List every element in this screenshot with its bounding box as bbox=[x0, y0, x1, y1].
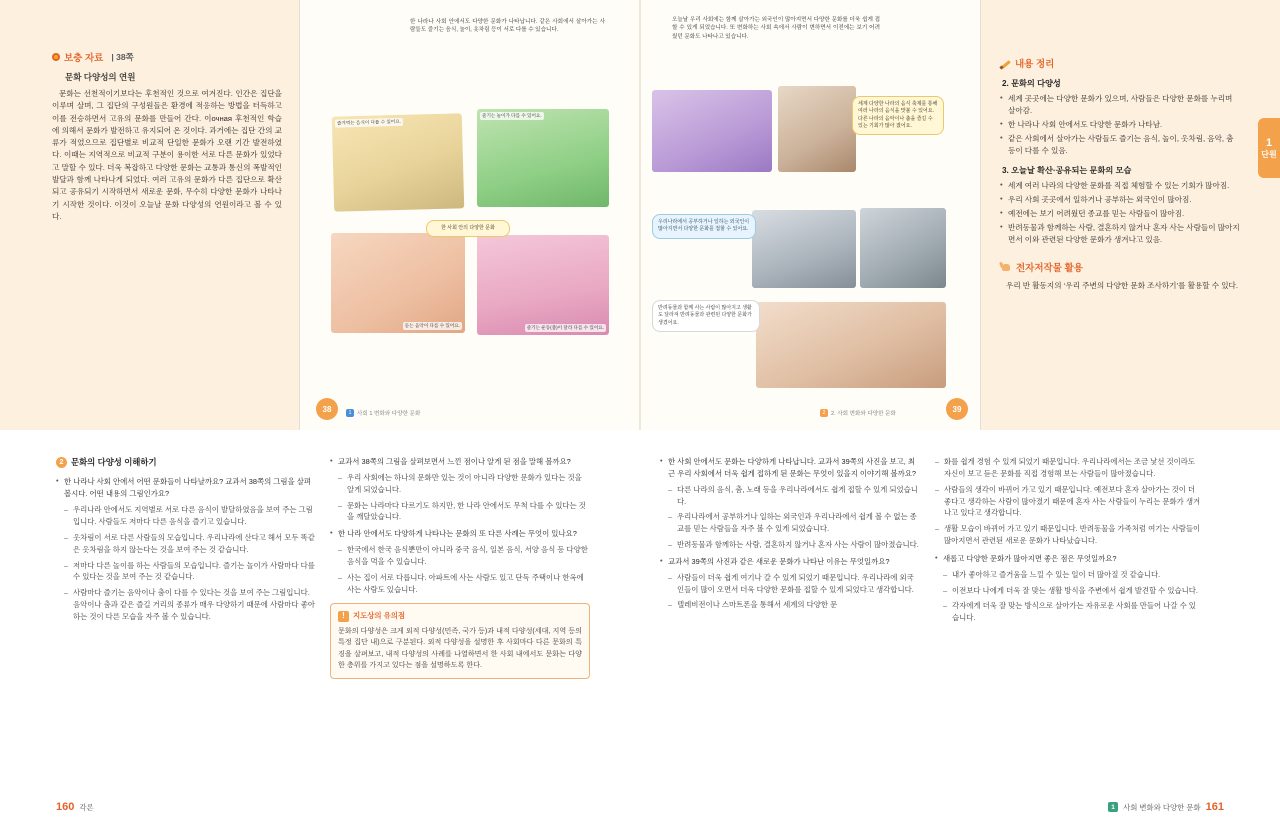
illustration-clothes bbox=[331, 233, 465, 333]
summary-panel bbox=[1000, 56, 1240, 292]
bubble-foreigners: 우리나라에서 공부하거나 일하는 외국인이 많아지면서 다양한 문화를 접할 수 있어요. bbox=[652, 214, 756, 239]
footer-left bbox=[346, 409, 420, 417]
answer-list bbox=[668, 484, 920, 551]
list-item: • 같은 사회에서 살아가는 사람들도 즐기는 음식, 놀이, 옷차림, 음악, 춤 등이 다를 수 있음. bbox=[1000, 133, 1240, 157]
folio-right bbox=[1108, 801, 1224, 813]
list-item bbox=[660, 456, 920, 551]
section-number-badge: 2 bbox=[56, 457, 67, 468]
resource-subtitle: 문화 다양성의 연원 bbox=[65, 72, 136, 82]
activity-title: 전자저작물 활용 bbox=[1016, 262, 1083, 274]
list-item: – 화를 쉽게 경험 수 있게 되었기 때문입니다. 우리나라에서는 조금 낯선 것이라도 자신이 보고 듣은 문화를 직접 경험해 보는 사람들이 많아졌습니다. bbox=[935, 456, 1203, 480]
illustration-food bbox=[332, 113, 464, 211]
unit-tab bbox=[1258, 118, 1280, 178]
question-text: 한 나라나 사회 안에서 어떤 문화들이 나타날까요? 교과서 38쪽의 그림을 살펴봅시다. 어떤 내용의 그림인가요? bbox=[64, 477, 312, 499]
guide-column-1 bbox=[56, 456, 316, 628]
activity-body: 우리 반 활동지의 ‘우리 주변의 다양한 문화 조사하기’를 활용할 수 있다. bbox=[1006, 280, 1238, 290]
list-item: – 우리 사회에는 하나의 문화만 있는 것이 아니라 다양한 문화가 있다는 것을 알게 되었습니다. bbox=[338, 472, 590, 496]
qa-list-4 bbox=[935, 553, 1203, 624]
list-item: – 사람마다 즐기는 음악이나 춤이 다를 수 있다는 것을 보여 주는 그림입니다. 음악이나 춤과 같은 즐길 거리의 종류가 매우 다양하기 때문에 사람마다 좋아하는 것이 다른 모습을 자주 볼 수 있습니다. bbox=[64, 587, 316, 623]
teaching-tip-box bbox=[330, 603, 590, 679]
right-page-caption: 오늘날 우리 사회에는 함께 살아가는 외국인이 많아지면서 다양한 문화를 더욱 쉽게 접할 수 있게 되었습니다. 또 변화하는 사회 속에서 사람이 변하면서 이전에는 보기 어려웠던 문화도 나타나고 있습니다. bbox=[672, 17, 880, 40]
unit-tab-label: 단원 bbox=[1261, 149, 1277, 159]
dot-icon bbox=[52, 53, 60, 61]
photo-students bbox=[752, 210, 856, 288]
list-item bbox=[56, 476, 316, 622]
bubble-food-festival: 세계 다양한 나라의 음식 축제를 통해 여러 나라의 음식을 맛볼 수 있어요. 다른 나라의 음악이나 춤을 즐길 수 있는 기회가 많아 졌어요. bbox=[852, 96, 944, 135]
summary-title: 내용 정리 bbox=[1015, 59, 1055, 70]
center-bubble: 한 사회 안의 다양한 문화 bbox=[426, 220, 510, 237]
list-item: – 문화는 나라마다 다르기도 하지만, 한 나라 안에서도 무척 다를 수 있다는 것을 깨달았습니다. bbox=[338, 500, 590, 524]
answer-list bbox=[943, 569, 1203, 624]
section-title-text: 문화의 다양성 이해하기 bbox=[71, 457, 157, 467]
list-item: – 사람들이 더욱 쉽게 여기나 갈 수 있게 되었기 때문입니다. 우리나라에 외국인들이 많이 오면서 더욱 다양한 문화를 접할 수 있게 되었다고 생각합니다. bbox=[668, 572, 920, 596]
list-item: – 옷차림이 서로 다른 사람들의 모습입니다. 우리나라에 산다고 해서 모두 똑같은 옷차림을 하지 않는다는 것을 보여 주는 것 같습니다. bbox=[64, 532, 316, 556]
page-number-left: 38 bbox=[316, 398, 338, 420]
hand-icon bbox=[1000, 261, 1012, 273]
footer-chip-icon: 1 bbox=[346, 409, 354, 417]
page-gutter bbox=[639, 0, 641, 430]
answer-list bbox=[338, 472, 590, 523]
list-item: • 우리 사회 곳곳에서 일하거나 공부하는 외국인이 많아짐. bbox=[1000, 194, 1240, 206]
warn-icon: ! bbox=[338, 611, 349, 622]
list-item bbox=[330, 456, 590, 523]
question-text: 한 사회 안에서도 문화는 다양하게 나타납니다. 교과서 39쪽의 사진을 보고, 최근 우리 사회에서 더욱 쉽게 접하게 된 문화는 무엇이 있을지 이야기해 볼까요? bbox=[668, 457, 917, 478]
folio-right-label: 사회 변화와 다양한 문화 bbox=[1123, 802, 1201, 812]
summary-list-2 bbox=[1000, 180, 1240, 246]
resource-body bbox=[52, 88, 282, 223]
folio-chip-icon: 1 bbox=[1108, 802, 1118, 812]
list-item: – 우리나라에서 공부하거나 일하는 외국인과 우리나라에서 쉽게 볼 수 없는 종교를 믿는 사람들을 자주 볼 수 있게 되었습니다. bbox=[668, 511, 920, 535]
guide-column-4 bbox=[935, 456, 1203, 629]
left-page-caption: 한 나라나 사회 안에서도 다양한 문화가 나타납니다. 같은 사회에서 살아가는 사람들도 즐기는 음식, 놀이, 옷차림 등이 서로 다를 수 있습니다. bbox=[410, 19, 605, 34]
qa-list-2 bbox=[330, 456, 590, 595]
answer-list bbox=[64, 504, 316, 623]
list-item: – 사는 집이 서로 다릅니다. 아파트에 사는 사람도 있고 단독 주택이나 한옥에 사는 사람도 있습니다. bbox=[338, 572, 590, 596]
question-text: 교과서 39쪽의 사진과 같은 새로운 문화가 나타난 이유는 무엇일까요? bbox=[668, 556, 890, 566]
list-item: • 세계 곳곳에는 다양한 문화가 있으며, 사람들은 다양한 문화를 누리며 살아감. bbox=[1000, 93, 1240, 117]
tip-header bbox=[338, 610, 582, 622]
photo-festival bbox=[652, 90, 772, 172]
list-item: • 반려동물과 함께하는 사람, 결혼하지 않거나 혼자 사는 사람들이 많아지면서 이와 관련된 다양한 문화가 생겨나고 있음. bbox=[1000, 222, 1240, 246]
illustration-label: 즐기는 놀이가 다를 수 있어요. bbox=[482, 113, 542, 118]
tip-title: 지도상의 유의점 bbox=[353, 611, 406, 621]
list-item bbox=[660, 556, 920, 611]
list-item: – 한국에서 한국 음식뿐만이 아니라 중국 음식, 일본 음식, 서양 음식 등 다양한 음식을 먹을 수 있습니다. bbox=[338, 544, 590, 568]
footer-right-text: 2. 사회 변화와 다양한 문화 bbox=[831, 411, 896, 417]
folio-left-label: 각론 bbox=[79, 803, 94, 812]
resource-page-ref: | 38쪽 bbox=[111, 52, 134, 62]
summary-list bbox=[1000, 93, 1240, 157]
list-item bbox=[330, 528, 590, 595]
page-number-right: 39 bbox=[946, 398, 968, 420]
question-text: 한 나라 안에서도 다양하게 나타나는 문화의 또 다른 사례는 무엇이 있나요? bbox=[338, 529, 577, 539]
summary-section-title: 2. 문화의 다양성 bbox=[1002, 79, 1061, 88]
guide-column-2 bbox=[330, 456, 590, 679]
footer-right bbox=[820, 409, 896, 417]
resource-title-row bbox=[52, 50, 282, 64]
illustration-play bbox=[477, 109, 609, 207]
illustration-label: 즐기는 운동(춤)이 달라 다를 수 있어요. bbox=[526, 325, 604, 330]
list-item: – 각자에게 더욱 잘 맞는 방식으로 살아가는 자유로운 사회를 만들어 나갈 수 있습니다. bbox=[943, 600, 1203, 624]
illustration-label: 듣는 음악이 다를 수 있어요. bbox=[404, 323, 460, 328]
qa-list-1 bbox=[56, 476, 316, 622]
activity-header bbox=[1000, 260, 1240, 274]
footer-left-text: 사회 1 변화와 다양한 문화 bbox=[357, 411, 421, 417]
mini-textbook-spread bbox=[300, 0, 980, 430]
unit-tab-number: 1 bbox=[1265, 136, 1273, 149]
guide-column-3 bbox=[660, 456, 920, 616]
list-item: – 이전보다 나에게 더욱 잘 맞는 생활 방식을 주변에서 쉽게 발견할 수 있습니다. bbox=[943, 585, 1203, 597]
summary-header bbox=[1000, 56, 1240, 70]
illustration-label: 즐겨먹는 음식이 다를 수 있어요. bbox=[335, 118, 403, 128]
question-text: 새롭고 다양한 문화가 많아지면 좋은 점은 무엇일까요? bbox=[943, 553, 1117, 563]
answer-list-continued bbox=[935, 456, 1203, 547]
answer-list bbox=[668, 572, 920, 612]
list-item: – 생활 모습이 바뀌어 가고 있기 때문입니다. 반려동물을 가족처럼 여기는 사람들이 많아지면서 관련된 새로운 문화가 나타났습니다. bbox=[935, 523, 1203, 547]
answer-list bbox=[338, 544, 590, 595]
qa-list-3 bbox=[660, 456, 920, 611]
list-item: – 사람들의 생각이 바뀌어 가고 있기 때문입니다. 예전보다 혼자 살아가는 것이 더 좋다고 생각하는 사람이 많아졌기 때문에 혼자 사는 사람들이 누리는 문화가 생겨나고 있다고 생각합니다. bbox=[935, 484, 1203, 520]
folio-right-number: 161 bbox=[1205, 801, 1224, 813]
photo-incense bbox=[778, 86, 856, 172]
list-item: • 한 나라나 사회 안에서도 다양한 문화가 나타남. bbox=[1000, 119, 1240, 131]
pencil-icon bbox=[1000, 58, 1011, 69]
folio-left-number: 160 bbox=[56, 801, 75, 813]
tip-body: 문화의 다양성은 크게 외적 다양성(민족, 국가 등)과 내적 다양성(세대, 지역 등의 특정 집단 내)으로 구분된다. 외적 다양성을 설명한 후 사회마다 다른 문화의 특징을 살펴보고, 내적 다양성의 사례를 나열하면서 한 사회 내에서도 문화는 다양한 층위를 가지고 있다는 점을 설명하도록 한다. bbox=[338, 627, 582, 669]
bottom-half bbox=[0, 430, 1280, 831]
folio-left bbox=[56, 801, 94, 813]
list-item: • 예전에는 보기 어려웠던 종교를 믿는 사람들이 많아짐. bbox=[1000, 208, 1240, 220]
list-item: • 세계 여러 나라의 다양한 문화를 직접 체험할 수 있는 기회가 많아짐. bbox=[1000, 180, 1240, 192]
resource-header bbox=[52, 50, 282, 83]
resource-title: 보충 자료 bbox=[64, 53, 104, 64]
question-text: 교과서 38쪽의 그림을 살펴보면서 느낀 점이나 알게 된 점을 말해 볼까요? bbox=[338, 457, 571, 466]
resource-body-text: 문화는 선천적이기보다는 후천적인 것으로 여겨진다. 인간은 집단을 이루며 살며, 그 집단의 구성원들은 환경에 적응하는 방법을 터득하고 이를 전승하면서 고유의 문화를 만들어 간다. 이очная 후천적인 학습에 의해서 문화가 발전하고 유지되어 온 것이다. 과거에는 집단 간의 교류가 적었으므로 집단별로 비교적 단일한 문화가 오랜 기간 발전하였다. 이때는 지역적으로 비교적 구분이 용이한 서로 다른 문화가 있었다고 말할 수 있다. 더욱 복잡하고 다양한 문화는 교통과 통신의 폭발적인 발달과 함께 나타나게 되었다. 여러 고유의 문화가 다른 집단으로 확산되고 공유되기 시작하면서 새로운 문화, 무수히 다양한 문화가 나타나기 시작한 것이다. 이것이 오늘날 문화 다양성의 연원이라고 볼 수 있다. bbox=[52, 89, 282, 221]
list-item bbox=[935, 553, 1203, 624]
photo-foreign-workers bbox=[860, 208, 946, 288]
list-item: – 반려동물과 함께하는 사람, 결혼하지 않거나 혼자 사는 사람이 많아졌습니다. bbox=[668, 539, 920, 551]
list-item: – 저마다 다른 놀이를 하는 사람들의 모습입니다. 즐기는 놀이가 사람마다 다를 수 있다는 것을 보여 주는 것 같습니다. bbox=[64, 560, 316, 584]
guide-section-title bbox=[56, 456, 316, 469]
footer-chip-icon: 2 bbox=[820, 409, 828, 417]
illustration-music bbox=[477, 235, 609, 335]
list-item: – 다른 나라의 음식, 춤, 노래 등을 우리나라에서도 쉽게 접할 수 있게 되었습니다. bbox=[668, 484, 920, 508]
list-item: – 내가 좋아하고 즐거움을 느낄 수 있는 일이 더 많아질 것 같습니다. bbox=[943, 569, 1203, 581]
summary-section-title-2: 3. 오늘날 확산·공유되는 문화의 모습 bbox=[1002, 165, 1132, 175]
photo-pets bbox=[756, 302, 946, 388]
list-item: – 텔레비전이나 스마트폰을 통해서 세계의 다양한 문 bbox=[668, 599, 920, 611]
list-item: – 우리나라 안에서도 지역별로 서로 다른 음식이 발달하였음을 보여 주는 그림입니다. 사람들도 저마다 다른 음식을 즐기고 있습니다. bbox=[64, 504, 316, 528]
bubble-pets: 반려동물과 함께 사는 사람이 많아지고 생활도 달라져 반려동물과 관련된 다양한 문화가 생겼어요. bbox=[652, 300, 760, 332]
illustration-grid bbox=[325, 95, 615, 385]
